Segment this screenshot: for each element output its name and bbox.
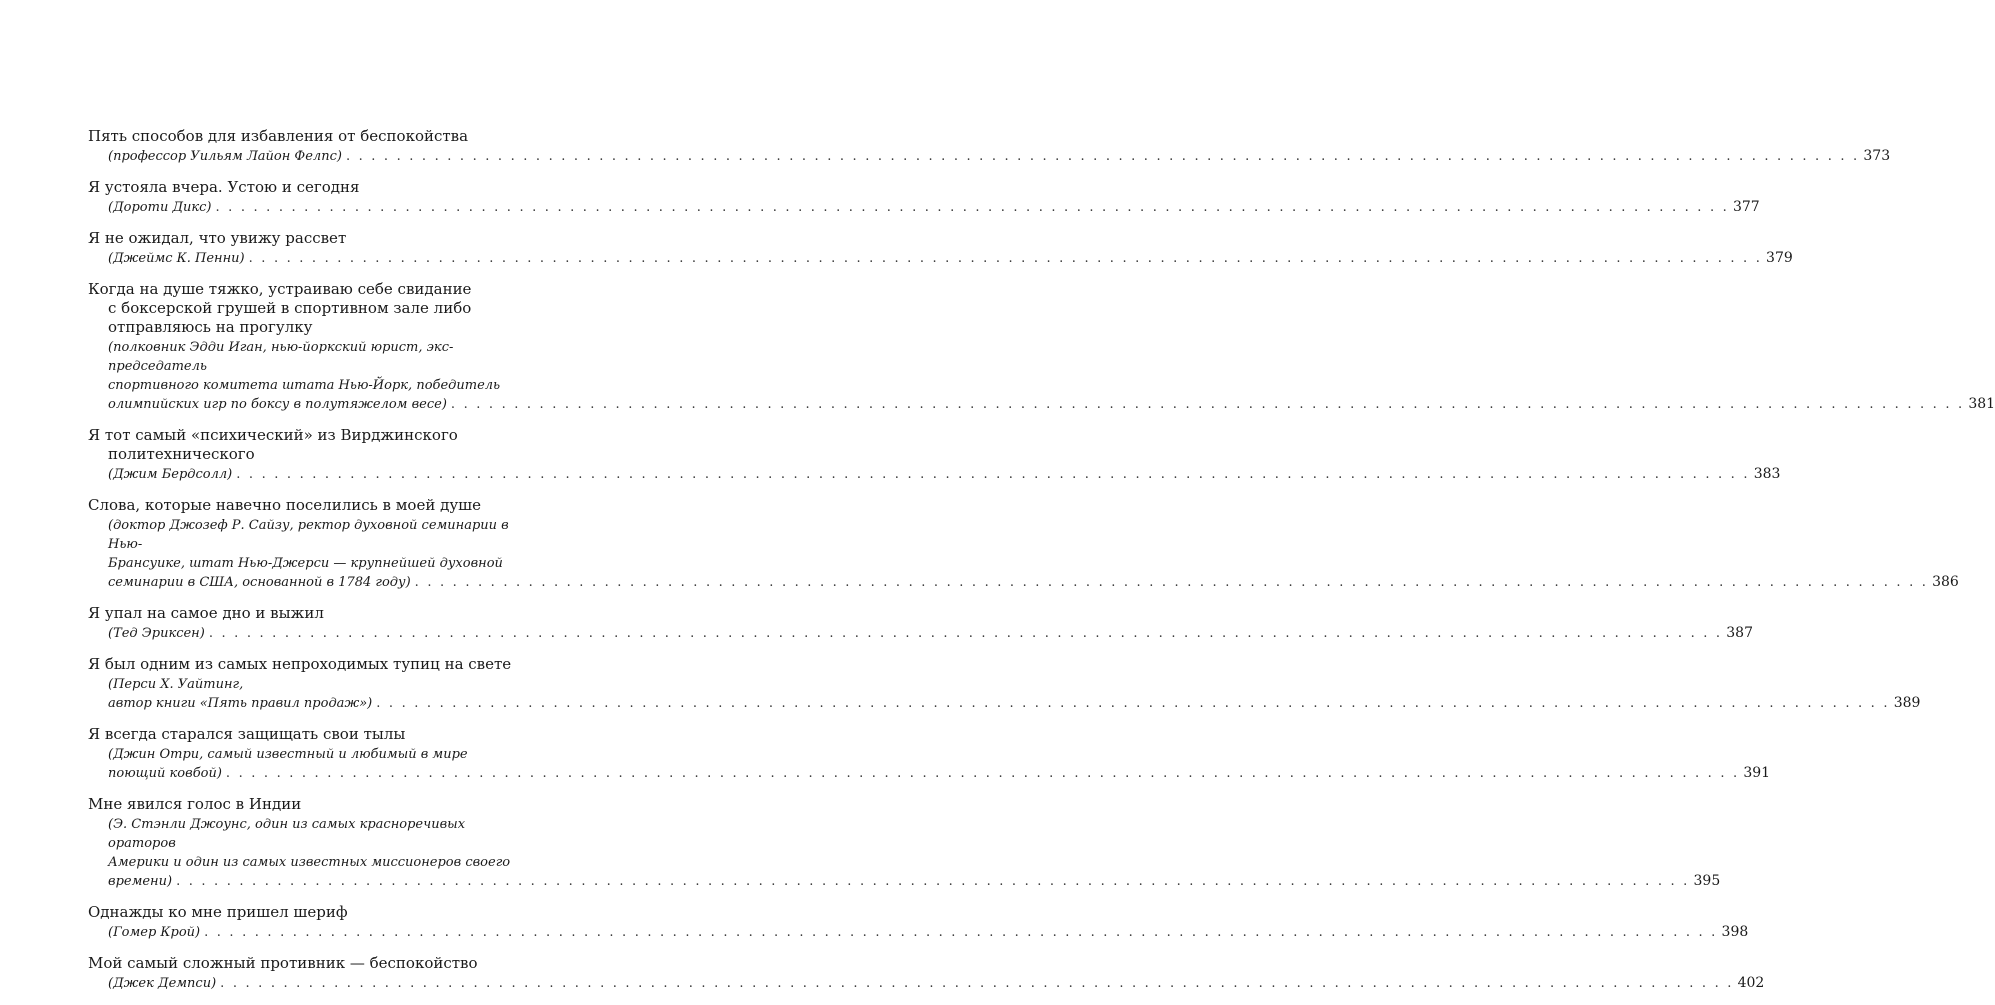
toc-entry bbox=[88, 903, 1749, 942]
entry-author-line: (профессор Уильям Лайон Фелпс) bbox=[108, 149, 342, 164]
toc-entry bbox=[88, 496, 1959, 592]
entry-title-line: Пять способов для избавления от беспокойства bbox=[88, 127, 469, 145]
dot-leader: . . . . . . . . . . . . . . . . . . . . . . . . . . . . . . . . . . . . . . . . . . . . . . . . . . . . . . . . . . . . . . . . . . . . . . . . . . . . . . . . . . . . . . . . . . . . . . . . . . . . . . . . . . . . . . . . . . . . . . . . bbox=[225, 766, 1740, 781]
entry-author bbox=[88, 624, 1753, 643]
entry-title-line: Мой самый сложный противник — беспокойство bbox=[88, 954, 478, 972]
entry-author bbox=[88, 745, 1771, 783]
entry-author bbox=[88, 249, 1793, 268]
dot-leader: . . . . . . . . . . . . . . . . . . . . . . . . . . . . . . . . . . . . . . . . . . . . . . . . . . . . . . . . . . . . . . . . . . . . . . . . . . . . . . . . . . . . . . . . . . . . . . . . . . . . . . . . . . . . . . . . . . . . . . . . bbox=[248, 251, 1763, 266]
entry-author-line: (Тед Эриксен) bbox=[108, 626, 205, 641]
entry-author-line: поющий ковбой) bbox=[108, 766, 222, 781]
entry-author-line: Америки и один из самых известных миссионеров своего bbox=[108, 855, 511, 870]
entry-author-line: спортивного комитета штата Нью-Йорк, победитель bbox=[108, 378, 501, 393]
entry-title bbox=[88, 725, 520, 744]
toc-entry bbox=[88, 229, 1793, 268]
toc-entry bbox=[88, 954, 1765, 993]
entry-author bbox=[88, 516, 1959, 592]
entry-leader-line bbox=[108, 764, 1771, 783]
entry-author bbox=[88, 974, 1765, 993]
page-number: 381 bbox=[1968, 396, 1995, 412]
dot-leader: . . . . . . . . . . . . . . . . . . . . . . . . . . . . . . . . . . . . . . . . . . . . . . . . . . . . . . . . . . . . . . . . . . . . . . . . . . . . . . . . . . . . . . . . . . . . . . . . . . . . . . . . . . . . . . . . . . . . . . . . bbox=[176, 874, 1690, 889]
entry-author-line: (Перси Х. Уайтинг, bbox=[108, 677, 244, 692]
entry-title bbox=[88, 496, 520, 515]
entry-author bbox=[88, 147, 1891, 166]
entry-leader-line bbox=[108, 249, 1793, 268]
entry-author-line: (Джин Отри, самый известный и любимый в мире bbox=[108, 747, 468, 762]
entry-title-line: Я был одним из самых непроходимых тупиц на свете bbox=[88, 655, 512, 673]
dot-leader: . . . . . . . . . . . . . . . . . . . . . . . . . . . . . . . . . . . . . . . . . . . . . . . . . . . . . . . . . . . . . . . . . . . . . . . . . . . . . . . . . . . . . . . . . . . . . . . . . . . . . . . . . . . . . . . . . . . . . . . . bbox=[376, 696, 1890, 711]
entry-author bbox=[88, 815, 1721, 891]
toc-entry bbox=[88, 178, 1760, 217]
toc-entry bbox=[88, 604, 1753, 643]
entry-author-line: семинарии в США, основанной в 1784 году) bbox=[108, 575, 411, 590]
entry-author-line: времени) bbox=[108, 874, 173, 889]
entry-title bbox=[88, 604, 520, 623]
page-number: 377 bbox=[1732, 199, 1760, 215]
page-number: 395 bbox=[1693, 873, 1721, 889]
entry-title-line: политехнического bbox=[108, 445, 255, 463]
entry-author-line: (Гомер Крой) bbox=[108, 925, 201, 940]
entry-author-line: (доктор Джозеф Р. Сайзу, ректор духовной семинарии в Нью- bbox=[108, 518, 509, 552]
entry-title bbox=[88, 178, 520, 197]
entry-leader-line bbox=[108, 872, 1721, 891]
entry-title-line: с боксерской грушей в спортивном зале либо bbox=[108, 299, 472, 317]
entry-title bbox=[88, 426, 520, 464]
entry-title-line: Я упал на самое дно и выжил bbox=[88, 604, 324, 622]
entry-leader-line bbox=[108, 465, 1781, 484]
page-number: 387 bbox=[1726, 625, 1753, 641]
dot-leader: . . . . . . . . . . . . . . . . . . . . . . . . . . . . . . . . . . . . . . . . . . . . . . . . . . . . . . . . . . . . . . . . . . . . . . . . . . . . . . . . . . . . . . . . . . . . . . . . . . . . . . . . . . . . . . . . . . . . . . . . bbox=[215, 200, 1729, 215]
entry-leader-line bbox=[108, 395, 1995, 414]
page-number: 379 bbox=[1766, 250, 1793, 266]
page-number: 383 bbox=[1753, 466, 1781, 482]
entry-title-line: Я устояла вчера. Устою и сегодня bbox=[88, 178, 360, 196]
entry-title-line: Однажды ко мне пришел шериф bbox=[88, 903, 348, 921]
entry-leader-line bbox=[108, 198, 1760, 217]
dot-leader: . . . . . . . . . . . . . . . . . . . . . . . . . . . . . . . . . . . . . . . . . . . . . . . . . . . . . . . . . . . . . . . . . . . . . . . . . . . . . . . . . . . . . . . . . . . . . . . . . . . . . . . . . . . . . . . . . . . . . . . . bbox=[414, 575, 1929, 590]
entry-title-line: Слова, которые навечно поселились в моей душе bbox=[88, 496, 481, 514]
page-number: 389 bbox=[1893, 695, 1921, 711]
entry-leader-line bbox=[108, 923, 1749, 942]
entry-leader-line bbox=[108, 147, 1891, 166]
toc-entry bbox=[88, 655, 1921, 713]
entry-title bbox=[88, 795, 520, 814]
dot-leader: . . . . . . . . . . . . . . . . . . . . . . . . . . . . . . . . . . . . . . . . . . . . . . . . . . . . . . . . . . . . . . . . . . . . . . . . . . . . . . . . . . . . . . . . . . . . . . . . . . . . . . . . . . . . . . . . . . . . . . . . bbox=[345, 149, 1860, 164]
dot-leader: . . . . . . . . . . . . . . . . . . . . . . . . . . . . . . . . . . . . . . . . . . . . . . . . . . . . . . . . . . . . . . . . . . . . . . . . . . . . . . . . . . . . . . . . . . . . . . . . . . . . . . . . . . . . . . . . . . . . . . . . bbox=[208, 626, 1723, 641]
page-number: 391 bbox=[1743, 765, 1771, 781]
entry-title-line: отправляюсь на прогулку bbox=[108, 318, 313, 336]
entry-title bbox=[88, 954, 520, 973]
page-number: 373 bbox=[1863, 148, 1891, 164]
entry-author-line: олимпийских игр по боксу в полутяжелом весе) bbox=[108, 397, 447, 412]
entry-title-line: Я тот самый «психический» из Вирджинского bbox=[88, 426, 458, 444]
entry-title-line: Мне явился голос в Индии bbox=[88, 795, 302, 813]
entry-leader-line bbox=[108, 694, 1921, 713]
entry-author-line: (Джек Демпси) bbox=[108, 976, 217, 991]
entry-author-line: автор книги «Пять правил продаж») bbox=[108, 696, 373, 711]
toc-entry bbox=[88, 795, 1721, 891]
page-number: 402 bbox=[1737, 975, 1765, 991]
dot-leader: . . . . . . . . . . . . . . . . . . . . . . . . . . . . . . . . . . . . . . . . . . . . . . . . . . . . . . . . . . . . . . . . . . . . . . . . . . . . . . . . . . . . . . . . . . . . . . . . . . . . . . . . . . . . . . . . . . . . . . . . bbox=[450, 397, 1965, 412]
entry-author-line: (Дороти Дикс) bbox=[108, 200, 212, 215]
toc-entry bbox=[88, 127, 1891, 166]
entry-title-line: Когда на душе тяжко, устраиваю себе свидание bbox=[88, 280, 472, 298]
dot-leader: . . . . . . . . . . . . . . . . . . . . . . . . . . . . . . . . . . . . . . . . . . . . . . . . . . . . . . . . . . . . . . . . . . . . . . . . . . . . . . . . . . . . . . . . . . . . . . . . . . . . . . . . . . . . . . . . . . . . . . . . bbox=[204, 925, 1718, 940]
entry-leader-line bbox=[108, 974, 1765, 993]
toc-entry bbox=[88, 725, 1771, 783]
entry-author-line: (Э. Стэнли Джоунс, один из самых красноречивых ораторов bbox=[108, 817, 466, 851]
table-of-contents bbox=[88, 127, 1995, 1005]
entry-leader-line bbox=[108, 573, 1959, 592]
entry-author-line: (Джеймс К. Пенни) bbox=[108, 251, 245, 266]
entry-author-line: (полковник Эдди Иган, нью-йоркский юрист, экс-председатель bbox=[108, 340, 454, 374]
entry-author-line: Брансуике, штат Нью-Джерси — крупнейшей духовной bbox=[108, 556, 503, 571]
entry-title bbox=[88, 903, 520, 922]
entry-author bbox=[88, 465, 1781, 484]
entry-title bbox=[88, 280, 520, 337]
entry-author bbox=[88, 675, 1921, 713]
entry-title-line: Я всегда старался защищать свои тылы bbox=[88, 725, 406, 743]
entry-author bbox=[88, 338, 1995, 414]
page-number: 398 bbox=[1721, 924, 1749, 940]
entry-author bbox=[88, 923, 1749, 942]
entry-title bbox=[88, 655, 520, 674]
entry-title bbox=[88, 127, 520, 146]
dot-leader: . . . . . . . . . . . . . . . . . . . . . . . . . . . . . . . . . . . . . . . . . . . . . . . . . . . . . . . . . . . . . . . . . . . . . . . . . . . . . . . . . . . . . . . . . . . . . . . . . . . . . . . . . . . . . . . . . . . . . . . . bbox=[220, 976, 1734, 991]
entry-author-line: (Джим Бердсолл) bbox=[108, 467, 233, 482]
entry-title-line: Я не ожидал, что увижу рассвет bbox=[88, 229, 347, 247]
entry-leader-line bbox=[108, 624, 1753, 643]
entry-author bbox=[88, 198, 1760, 217]
page-number: 386 bbox=[1932, 574, 1959, 590]
toc-entry bbox=[88, 280, 1995, 414]
toc-entry bbox=[88, 426, 1781, 484]
dot-leader: . . . . . . . . . . . . . . . . . . . . . . . . . . . . . . . . . . . . . . . . . . . . . . . . . . . . . . . . . . . . . . . . . . . . . . . . . . . . . . . . . . . . . . . . . . . . . . . . . . . . . . . . . . . . . . . . . . . . . . . . bbox=[236, 467, 1750, 482]
entry-title bbox=[88, 229, 520, 248]
